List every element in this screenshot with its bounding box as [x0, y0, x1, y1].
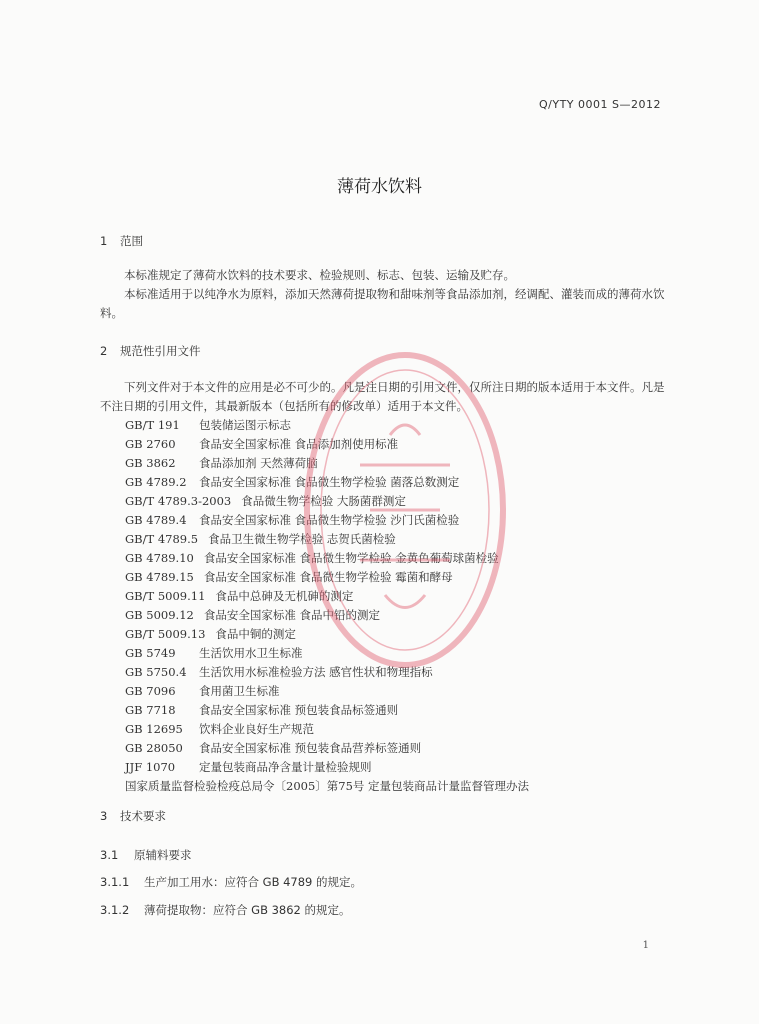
- reference-code: GB 3862: [125, 456, 176, 470]
- reference-title: 食品安全国家标准 预包装食品营养标签通则: [199, 741, 422, 755]
- reference-code: GB 5749: [125, 646, 176, 660]
- section-2-number: 2: [100, 344, 108, 358]
- section-1-heading: [100, 233, 143, 249]
- reference-code: GB/T 5009.11: [125, 589, 206, 603]
- item-3-1-2-number: 3.1.2: [100, 903, 130, 917]
- reference-title: 食品卫生微生物学检验 志贺氏菌检验: [208, 532, 396, 546]
- reference-item: [125, 758, 529, 777]
- reference-item: [125, 492, 529, 511]
- reference-title: 饮料企业良好生产规范: [199, 722, 314, 736]
- document-title: 薄荷水饮料: [337, 177, 422, 197]
- reference-code: GB 7718: [125, 703, 176, 717]
- reference-title: 定量包装商品净含量计量检验规则: [199, 760, 372, 774]
- standard-number: Q/YTY 0001 S—2012: [539, 98, 661, 111]
- item-3-1-1: [100, 874, 362, 890]
- reference-code: GB/T 4789.5: [125, 532, 199, 546]
- reference-title: 生活饮用水卫生标准: [199, 646, 303, 660]
- reference-code: GB/T 5009.13: [125, 627, 206, 641]
- subsection-3-1-number: 3.1: [100, 848, 119, 862]
- reference-item: [125, 720, 529, 739]
- reference-item: [125, 435, 529, 454]
- reference-title: 食用菌卫生标准: [199, 684, 280, 698]
- reference-item: [125, 473, 529, 492]
- section-2-heading: [100, 343, 201, 359]
- subsection-3-1-title: 原辅料要求: [134, 848, 192, 862]
- reference-title: 食品安全国家标准 预包装食品标签通则: [199, 703, 399, 717]
- reference-code: GB 4789.4: [125, 513, 187, 527]
- reference-item: [125, 511, 529, 530]
- reference-title: 包装储运图示标志: [199, 418, 291, 432]
- reference-item: [125, 416, 529, 435]
- item-3-1-1-number: 3.1.1: [100, 875, 130, 889]
- reference-item: [125, 549, 529, 568]
- scope-paragraph-1: 本标准规定了薄荷水饮料的技术要求、检验规则、标志、包装、运输及贮存。: [124, 268, 515, 282]
- reference-item: [125, 568, 529, 587]
- section-1-title: 范围: [120, 234, 143, 248]
- section-2-title: 规范性引用文件: [120, 344, 201, 358]
- scope-paragraph-2: 本标准适用于以纯净水为原料，添加天然薄荷提取物和甜味剂等食品添加剂，经调配、灌装而成的薄荷水饮料。: [100, 287, 665, 320]
- reference-item: [125, 606, 529, 625]
- reference-title: 食品安全国家标准 食品微生物学检验 沙门氏菌检验: [199, 513, 460, 527]
- reference-item: [125, 739, 529, 758]
- references-intro: 下列文件对于本文件的应用是必不可少的。凡是注日期的引用文件，仅所注日期的版本适用于本文件。凡是不注日期的引用文件，其最新版本（包括所有的修改单）适用于本文件。: [100, 380, 665, 413]
- page-number: 1: [642, 940, 649, 951]
- reference-item: [125, 587, 529, 606]
- reference-item: [125, 644, 529, 663]
- reference-title: 食品中铜的测定: [215, 627, 296, 641]
- item-3-1-2: [100, 902, 351, 918]
- decree-reference: 国家质量监督检验检疫总局令〔2005〕第75号 定量包装商品计量监督管理办法: [125, 779, 530, 793]
- reference-title: 食品微生物学检验 大肠菌群测定: [241, 494, 406, 508]
- subsection-3-1-heading: [100, 847, 192, 863]
- section-3-title: 技术要求: [120, 809, 166, 823]
- reference-code: GB 4789.2: [125, 475, 187, 489]
- item-3-1-1-text: 生产加工用水：应符合 GB 4789 的规定。: [144, 875, 363, 889]
- reference-item: [125, 454, 529, 473]
- reference-item: [125, 701, 529, 720]
- reference-title: 食品安全国家标准 食品中铅的测定: [203, 608, 381, 622]
- reference-code: GB/T 191: [125, 418, 180, 432]
- reference-code: JJF 1070: [125, 760, 176, 774]
- reference-title: 食品添加剂 天然薄荷脑: [199, 456, 318, 470]
- section-3-number: 3: [100, 809, 108, 823]
- reference-code: GB 4789.15: [125, 570, 194, 584]
- section-3-heading: [100, 808, 166, 824]
- reference-code: GB 5009.12: [125, 608, 194, 622]
- item-3-1-2-text: 薄荷提取物：应符合 GB 3862 的规定。: [144, 903, 351, 917]
- reference-list: [125, 416, 529, 796]
- reference-code: GB 2760: [125, 437, 176, 451]
- reference-item: [125, 530, 529, 549]
- reference-code: GB 28050: [125, 741, 183, 755]
- reference-code: GB 12695: [125, 722, 183, 736]
- reference-title: 食品安全国家标准 食品添加剂使用标准: [199, 437, 399, 451]
- reference-code: GB 4789.10: [125, 551, 194, 565]
- reference-title: 食品安全国家标准 食品微生物学检验 金黄色葡萄球菌检验: [203, 551, 499, 565]
- reference-code: GB 7096: [125, 684, 176, 698]
- section-1-number: 1: [100, 234, 108, 248]
- reference-code: GB/T 4789.3-2003: [125, 494, 232, 508]
- reference-code: GB 5750.4: [125, 665, 187, 679]
- reference-item: [125, 663, 529, 682]
- reference-title: 食品安全国家标准 食品微生物学检验 菌落总数测定: [199, 475, 460, 489]
- reference-title: 食品中总砷及无机砷的测定: [215, 589, 354, 603]
- reference-item: [125, 625, 529, 644]
- reference-title: 食品安全国家标准 食品微生物学检验 霉菌和酵母: [203, 570, 453, 584]
- reference-title: 生活饮用水标准检验方法 感官性状和物理指标: [199, 665, 433, 679]
- reference-item: [125, 682, 529, 701]
